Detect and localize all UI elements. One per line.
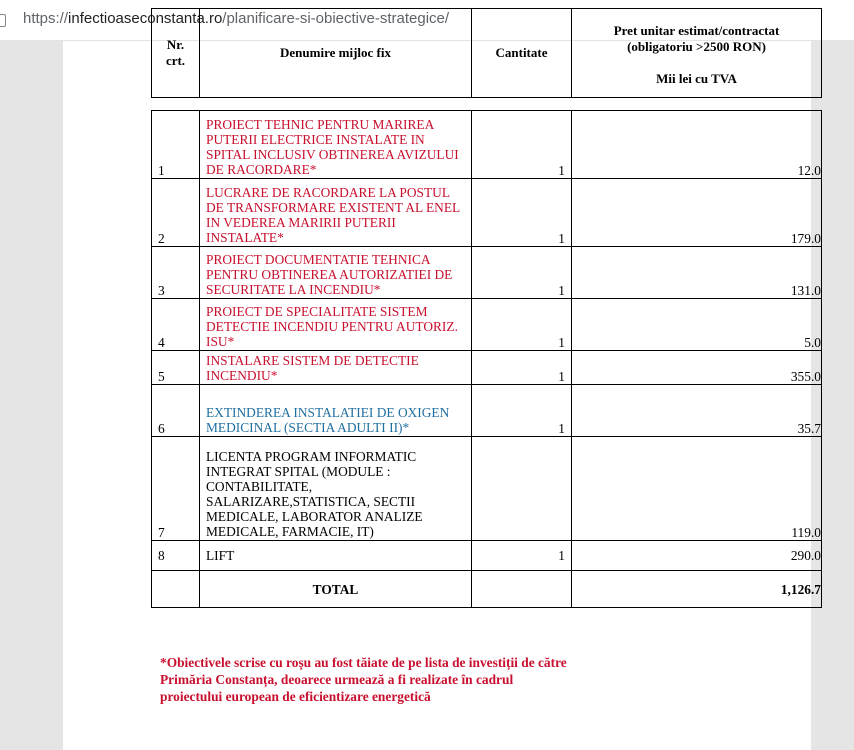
- row-name: LIFT: [200, 541, 472, 571]
- row-nr: 5: [152, 351, 200, 385]
- table-row: [152, 299, 822, 351]
- table-row: [152, 437, 822, 541]
- row-nr: 7: [152, 437, 200, 541]
- note-line-3: proiectului european de eficientizare energetică: [160, 689, 431, 704]
- row-qty: 1: [472, 247, 572, 299]
- note-line-1: *Obiectivele scrise cu roșu au fost tăiate de pe lista de investiții de către: [160, 655, 567, 670]
- row-name: PROIECT TEHNIC PENTRU MARIREA PUTERII ELECTRICE INSTALATE IN SPITAL INCLUSIV OBTINEREA AVIZULUI DE RACORDARE*: [200, 111, 472, 179]
- row-nr: 2: [152, 179, 200, 247]
- row-nr: 1: [152, 111, 200, 179]
- total-value: 1,126.7: [572, 571, 822, 608]
- table-row: [152, 179, 822, 247]
- table-header: [151, 8, 822, 98]
- row-qty: 1: [472, 541, 572, 571]
- table-row: [152, 111, 822, 179]
- note-line-2: Primăria Constanța, deoarece urmează a fi realizate în cadrul: [160, 672, 514, 687]
- header-qty: Cantitate: [472, 9, 572, 98]
- table-row: [152, 351, 822, 385]
- url-host: infectioaseconstanta.ro: [68, 10, 223, 27]
- row-price: 35.7: [572, 385, 822, 437]
- header-nr: Nr. crt.: [152, 9, 200, 98]
- row-qty: 1: [472, 385, 572, 437]
- header-price: Pret unitar estimat/contractat (obligatoriu >2500 RON) Mii lei cu TVA: [572, 9, 822, 98]
- total-nr-cell: [152, 571, 200, 608]
- total-label: TOTAL: [200, 571, 472, 608]
- row-price: 355.0: [572, 351, 822, 385]
- row-name: LUCRARE DE RACORDARE LA POSTUL DE TRANSFORMARE EXISTENT AL ENEL IN VEDEREA MARIRII PUTERII INSTALATE*: [200, 179, 472, 247]
- row-nr: 3: [152, 247, 200, 299]
- total-row: [152, 571, 822, 608]
- notes: [160, 654, 800, 705]
- url-prefix: https://: [23, 10, 69, 27]
- total-qty-cell: [472, 571, 572, 608]
- row-name: INSTALARE SISTEM DE DETECTIE INCENDIU*: [200, 351, 472, 385]
- row-qty: 1: [472, 179, 572, 247]
- header-name: Denumire mijloc fix: [200, 9, 472, 98]
- table-row: [152, 385, 822, 437]
- row-qty: 1: [472, 299, 572, 351]
- row-qty: [472, 437, 572, 541]
- row-name: EXTINDEREA INSTALATIEI DE OXIGEN MEDICINAL (SECTIA ADULTI II)*: [200, 385, 472, 437]
- row-nr: 6: [152, 385, 200, 437]
- row-price: 290.0: [572, 541, 822, 571]
- row-price: 119.0: [572, 437, 822, 541]
- row-price: 179.0: [572, 179, 822, 247]
- row-price: 12.0: [572, 111, 822, 179]
- row-qty: 1: [472, 111, 572, 179]
- investments-table: [151, 110, 822, 608]
- row-name: LICENTA PROGRAM INFORMATIC INTEGRAT SPITAL (MODULE : CONTABILITATE, SALARIZARE,STATISTICA, SECTII MEDICALE, LABORATOR ANALIZE MEDICALE, FARMACIE, IT): [200, 437, 472, 541]
- row-name: PROIECT DOCUMENTATIE TEHNICA PENTRU OBTINEREA AUTORIZATIEI DE SECURITATE LA INCENDIU*: [200, 247, 472, 299]
- page-info-icon[interactable]: [0, 14, 6, 27]
- table-row: [152, 247, 822, 299]
- row-price: 131.0: [572, 247, 822, 299]
- row-nr: 8: [152, 541, 200, 571]
- row-name: PROIECT DE SPECIALITATE SISTEM DETECTIE INCENDIU PENTRU AUTORIZ. ISU*: [200, 299, 472, 351]
- row-price: 5.0: [572, 299, 822, 351]
- row-qty: 1: [472, 351, 572, 385]
- url-path: /planificare-si-obiective-strategice/: [222, 10, 450, 27]
- row-nr: 4: [152, 299, 200, 351]
- table-row: [152, 541, 822, 571]
